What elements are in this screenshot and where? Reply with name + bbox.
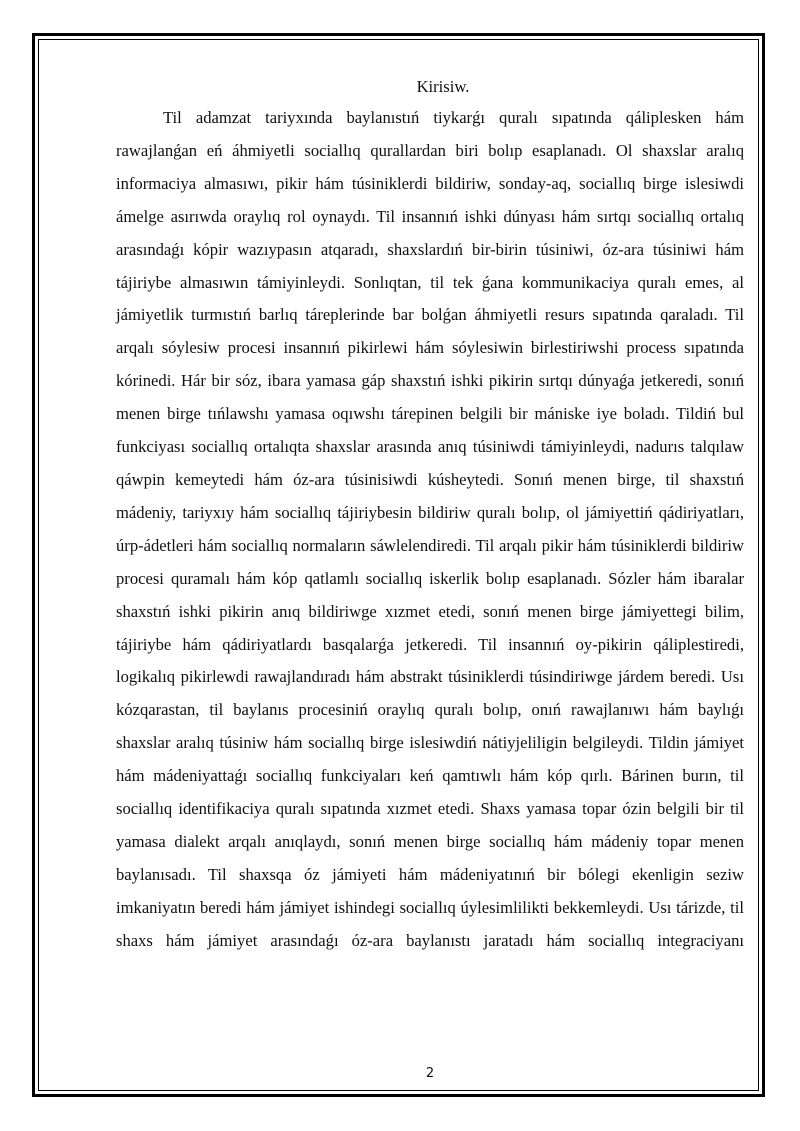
document-title: Kirisiw. <box>416 77 470 96</box>
page-number: 2 <box>425 1066 435 1081</box>
body-paragraph: Til adamzat tariyxında baylanıstıń tiykarǵı quralı sıpatında qáliplesken hám rawajlanǵan eń áhmiyetli sociallıq qurallardan biri bolıp esaplanadı. Ol shaxslar aralıq informaciya almasıwı, pikir hám túsiniklerdi bildiriw, sonday-aq, sociallıq birge islesiwdi ámelge asırıwda oraylıq rol oynaydı. Til insannıń ishki dúnyası hám sırtqı sociallıq ortalıq arasındaǵı kópir wazıypasın atqaradı, shaxslardıń bir-birin túsiniwi, óz-ara túsiniwi hám tájiriybe almasıwın támiyinleydi. Sonlıqtan, til tek ǵana kommunikaciya quralı emes, al jámiyetlik turmıstıń barlıq táreplerinde bar bolǵan áhmiyetli resurs sıpatında qaraladı. Til arqalı sóylesiw procesi insannıń pikirlewi hám sóylesiwin birlestiriwshi process sıpatında kórinedi. Hár bir sóz, ibara yamasa gáp shaxstıń ishki pikirin sırtqı dúnyaǵa jetkeredi, sonıń menen birge tıńlawshı yamasa oqıwshı tárepinen belgili bir mániske iye boladı. Tildiń bul funkciyası sociallıq ortalıqta shaxslar arasında anıq túsiniwdi támiyinleydi, nadurıs talqılaw qáwpin kemeytedi hám óz-ara túsinisiwdi kúsheytedi. Sonıń menen birge, til shaxstıń mádeniy, tariyxıy hám sociallıq tájiriybesin bildiriw quralı bolıp, ol jámiyettiń qádiriyatları, úrp-ádetleri hám sociallıq normaların sáwlelendiredi. Til arqalı pikir hám túsiniklerdi bildiriw procesi quramalı hám kóp qatlamlı sociallıq iskerlik bolıp esaplanadı. Sózler hám ibaralar shaxstıń ishki pikirin anıq bildiriwge xızmet etedi, sonıń menen birge jámiyettegi bilim, tájiriybe hám qádiriyatlardı basqalarǵa jetkeredi. Til insannıń oy-pikirin qáliplestiredi, logikalıq pikirlewdi rawajlandıradı hám abstrakt túsiniklerdi túsindiriwge járdem beredi. Usı kózqarastan, til baylanıs procesiniń oraylıq quralı bolıp, onıń rawajlanıwı hám baylıǵı shaxslar aralıq túsiniw hám sociallıq birge islesiwdiń nátiyjeliligin belgileydi. Tildin jámiyet hám mádeniyattaǵı sociallıq funkciyaları keń qamtıwlı hám kóp qırlı. Bárinen burın, til sociallıq identifikaciya quralı sıpatında xızmet etedi. Shaxs yamasa topar ózin belgili bir til yamasa dialekt arqalı anıqlaydı, sonıń menen birge sociallıq hám mádeniy topar menen baylanısadı. Til shaxsqa óz jámiyeti hám mádeniyatınıń bir bólegi ekenligin seziw imkaniyatın beredi hám jámiyet ishindegi sociallıq úylesimlilikti bekkemleydi. Usı tárizde, til shaxs hám jámiyet arasındaǵı óz-ara baylanıstı jaratadı hám sociallıq integraciyanı <box>116 108 744 950</box>
document-content <box>116 72 744 958</box>
